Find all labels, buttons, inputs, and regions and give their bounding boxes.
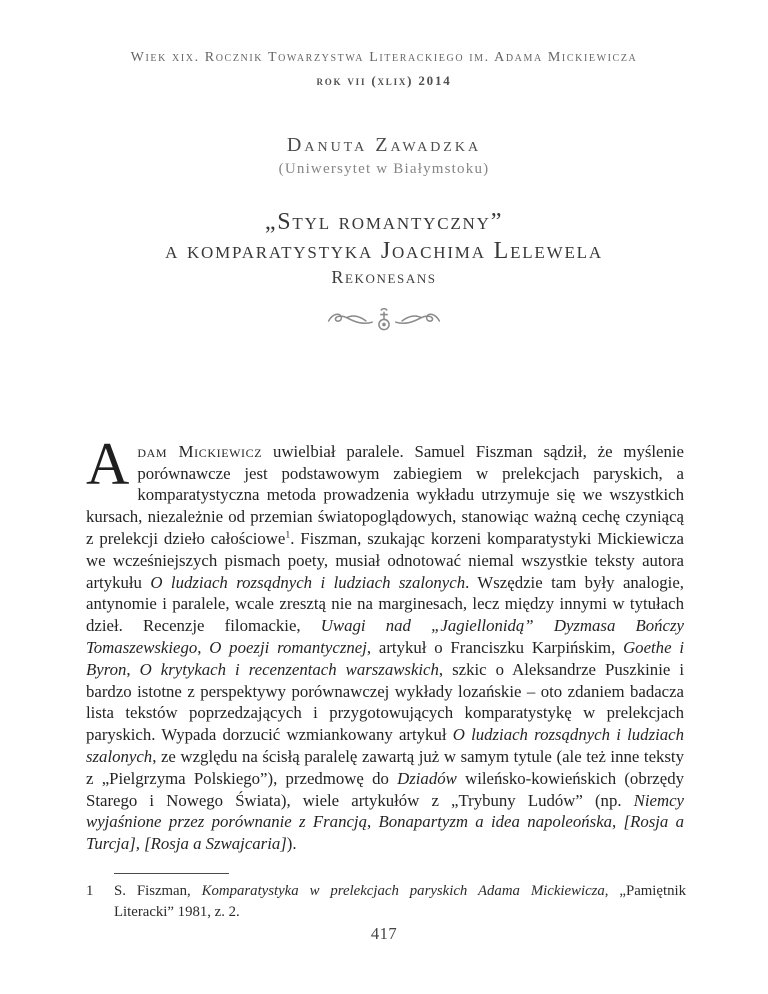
footnote-text: S. Fiszman, Komparatystyka w prelekcjach paryskich Adama Mickiewicza, „Pamiętnik Literacki” 1981, z. 2.	[114, 883, 687, 920]
article-title-line-1: „Styl romantyczny”	[264, 209, 504, 235]
author-name: Danuta Zawadzka	[286, 134, 482, 156]
author-affiliation: (Uniwersytet w Białymstoku)	[278, 161, 490, 177]
fleuron-ornament-icon	[0, 303, 768, 342]
journal-title-line: Wiek xix. Rocznik Towarzystwa Literackiego im. Adama Mickiewicza	[130, 50, 638, 65]
body-text-content: dam Mickiewicz uwielbiał paralele. Samuel Fiszman sądził, że myślenie porównawcze jest podstawowym zabiegiem w prelekcjach paryskich, a komparatystyczna metoda prowadzenia wykładu utrzymuje się we wszystkich kursach, niezależnie od przemian światopoglądowych, stanowiąc ważną cechę czyniącą z prelekcji dzieło całościowe$^1$. Fiszman, szukając korzeni komparatystyki Mickiewicza we wcześniejszych pismach poety, musiał odnotować niemal wszystkie teksty autora artykułu O ludziach rozsądnych i ludziach szalonych. Wszędzie tam były analogie, antynomie i paralele, wcale zresztą nie na marginesach, lecz między innymi w tytułach dzieł. Recenzje filomackie, Uwagi nad „Jagiellonidą” Dyzmasa Bończy Tomaszewskiego, O poezji romantycznej, artykuł o Franciszku Karpińskim, Goethe i Byron, O krytykach i recenzentach warszawskich, szkic o Aleksandrze Puszkinie i bardzo istotne z perspektywy porównawczej wykłady lozańskie – oto zdaniem badacza lista tekstów poprzedzających i przygotowujących komparatystykę w prelekcjach paryskich. Wypada dorzucić wzmiankowany artykuł O ludziach rozsądnych i ludziach szalonych, ze względu na ścisłą paralelę zawartą już w samym tytule (ale też inne teksty z „Pielgrzyma Polskiego”), przedmowę do Dziadów wileńsko-kowieńskich (obrzędy Starego i Nowego Świata), wiele artykułów z „Trybuny Ludów” (np. Niemcy wyjaśnione przez porównanie z Francją, Bonapartyzm a idea napoleońska, [Rosja a Turcja], [Rosja a Szwajcaria]).	[86, 441, 685, 854]
footnote-number: 1	[86, 883, 94, 899]
page-number: 417	[370, 924, 398, 943]
journal-year-line: rok vii (xlix) 2014	[316, 73, 452, 88]
article-title-line-2: a komparatystyka Joachima Lelewela	[165, 238, 603, 264]
article-subtitle: Rekonesans	[331, 267, 437, 287]
article-body-paragraph	[86, 430, 685, 855]
footnote	[86, 881, 686, 923]
drop-cap: A	[86, 430, 130, 497]
footnote-separator-rule	[114, 873, 229, 874]
